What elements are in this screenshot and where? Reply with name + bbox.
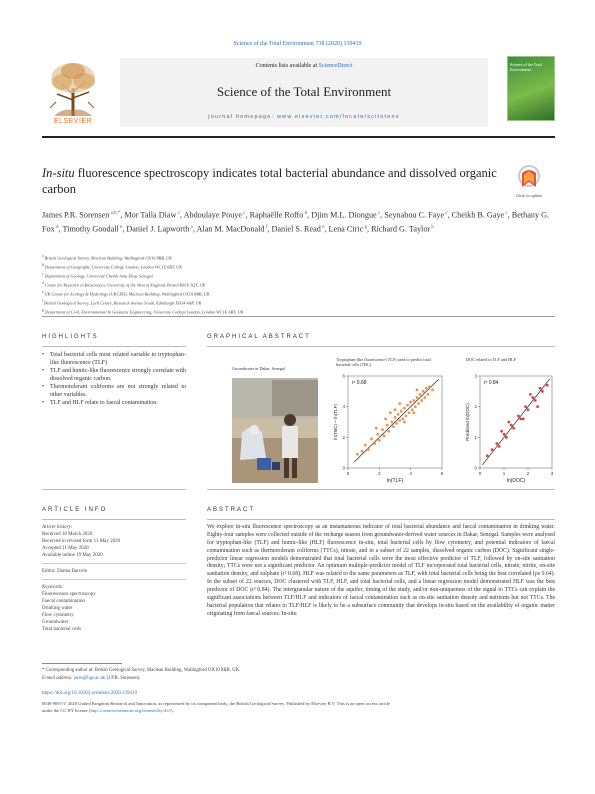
y-tick-label: 0 bbox=[474, 465, 477, 471]
y-tick-label: 2 bbox=[342, 434, 345, 440]
y-tick-label: 1 bbox=[474, 434, 477, 440]
abstract-heading: ABSTRACT bbox=[207, 507, 256, 513]
data-point bbox=[536, 405, 539, 408]
keyword: Total bacterial cells bbox=[42, 627, 82, 632]
graphical-abstract-bottom-rule bbox=[207, 489, 555, 490]
license-suffix: ). bbox=[170, 708, 174, 714]
keyword: Faecal contamination bbox=[42, 599, 85, 604]
article-info-rule bbox=[42, 519, 186, 520]
author-name[interactable]: Abdoulaye Pouye bbox=[183, 210, 243, 220]
data-point bbox=[517, 414, 520, 417]
author-affiliation-marker[interactable]: d bbox=[54, 225, 59, 231]
author-name[interactable]: James P.R. Sorensen bbox=[42, 210, 110, 220]
author-name[interactable]: Lena Ciric bbox=[328, 225, 364, 235]
highlight-item: • Total bacterial cells most related variable to tryptophan-like fluorescence (TLF) bbox=[42, 352, 186, 368]
abstract-text: We explore in-situ fluorescence spectroscopy as an instantaneous indicator of total bacterial abundance and faecal contamination in drinking water. Eighty-four samples were collected outside of the recharge season from groundwater-derived water sources in Dakar, Senegal. Samples were analysed for tryptophan-like (TLF) and humic-like (HLF) fluorescence in-situ, total bacterial cells by flow cytometry, and potential indicators of faecal contamination such as thermotolerant coliforms (TTCs), nitrate, and in a subset of 22 samples, dissolved organic carbon (DOC). Significant single-predictor linear regression models demonstrated that total bacterial cells were the most effective predictor of TLF, followed by on-site sanitation density; TTCs were not a significant predictor. An optimum multiple-predictor model of TLF incorporated total bacterial cells, nitrate, nitrite, on-site sanitation density, and sulphate (r² 0.68). HLF was related to the same parameters as TLF, with total bacterial cells being the best correlated (ρs 0.64). In the subset of 22 sources, DOC clustered with TLF, HLF, and total bacterial cells, and a linear regression model demonstrated HLF was the best predictor of DOC (r² 0.84). The intergranular nature of the aquifer, timing of the study, and/or non-uniqueness of the signal to TTCs can explain the significant associations between TLF/HLF and indicators of faecal contamination such as on-site sanitation density and nutrients but not TTCs. The bacterial population that relates to TLF/HLF is likely to be a subsurface community that develops in-situ based on the availability of organic matter originating from faecal sources. In-situ bbox=[207, 524, 555, 617]
author-name[interactable]: Timothy Goodall bbox=[62, 225, 119, 235]
affiliation-text: Department of Geography, University College London, London WC1E 6BT, UK bbox=[44, 264, 183, 270]
footnotes bbox=[42, 667, 442, 682]
data-point bbox=[495, 442, 498, 445]
homepage-label: journal homepage: bbox=[208, 114, 277, 120]
affiliation-text: Department of Geology, Université Cheikh Anta Diop, Senegal bbox=[44, 273, 153, 279]
license-prefix: under the CC BY license ( bbox=[42, 708, 91, 714]
data-point bbox=[519, 418, 522, 421]
tlf-tbc-scatter-chart bbox=[330, 374, 448, 486]
history-item: Received 18 March 2020 bbox=[42, 532, 93, 537]
x-tick-label: 0 bbox=[478, 471, 482, 476]
data-point bbox=[390, 421, 393, 424]
data-point bbox=[412, 411, 415, 414]
keywords-label: Keywords: bbox=[42, 585, 64, 590]
data-point bbox=[414, 405, 417, 408]
data-point bbox=[500, 430, 503, 433]
author-affiliation-marker[interactable]: a bbox=[189, 225, 193, 231]
data-point bbox=[428, 385, 431, 388]
x-tick-label: 3 bbox=[550, 471, 554, 476]
author-affiliation-marker[interactable]: c bbox=[504, 211, 508, 216]
footnote-rule bbox=[42, 663, 122, 664]
photo-caption: Groundwater in Dakar, Senegal bbox=[232, 366, 285, 371]
data-point bbox=[405, 414, 408, 417]
history-label: Article history: bbox=[42, 525, 73, 530]
affiliation-text: UK Centre for Ecology & Hydrology (UKCEH), Maclean Building, Wallingford OX10 8BB, UK bbox=[44, 291, 210, 297]
y-tick-label: 6 bbox=[342, 374, 345, 379]
affiliation bbox=[42, 262, 557, 271]
license-line-1: 0048-9697/© 2020 United Kingdom Research and Innovation, as represented by its component body, the British Geological Survey. Published by Elsevier B.V. This is an open access article bbox=[42, 701, 391, 706]
x-axis-label: ln(TLF) bbox=[386, 478, 404, 484]
data-point bbox=[524, 405, 527, 408]
data-point bbox=[398, 419, 401, 422]
data-point bbox=[411, 408, 414, 411]
keyword: Flow cytometry bbox=[42, 613, 74, 618]
affiliation bbox=[42, 289, 557, 298]
chart2-title: DOC related to TLF and HLF bbox=[466, 357, 517, 362]
author-name[interactable]: Richard G. Taylor bbox=[371, 225, 431, 235]
affiliation-marker: g bbox=[42, 308, 45, 313]
author-list: James P.R. Sorensen $^{a,b,*}$, Mor Talla Diaw $^c$, Abdoulaye Pouye $^c$, Raphaëlle Roffo $^b$, Djim M.L. Diongue $^c$, Seynabou C. Faye $^c$, Cheikh B. Gaye $^c$, Bethany G. Fox $^d$, Timothy Goodall $^e$, Daniel J. Lapworth $^a$, Alan M. MacDonald $^f$, Daniel S. Read $^e$, Lena Ciric $^g$, Richard G. Taylor $^b$ bbox=[42, 210, 550, 235]
data-point bbox=[498, 445, 501, 448]
author-affiliation-marker[interactable]: b bbox=[303, 211, 308, 216]
contents-line bbox=[120, 63, 488, 69]
data-point bbox=[356, 453, 359, 456]
history-item: Received in revised form 11 May 2020 bbox=[42, 539, 121, 544]
affiliation-text: British Geological Survey, Lyell Centre, Research Avenue South, Edinburgh EH14 4AP, UK bbox=[44, 300, 202, 306]
cover-title: Science of the Total Environment bbox=[510, 62, 542, 72]
data-point bbox=[398, 402, 401, 405]
history-item: Accepted 11 May 2020 bbox=[42, 546, 89, 551]
email-line bbox=[42, 675, 442, 683]
doi-link[interactable]: https://doi.org/10.1016/j.scitotenv.2020.139419 bbox=[42, 691, 137, 696]
data-point bbox=[527, 408, 530, 411]
author-name[interactable]: Raphaëlle Roffo bbox=[249, 210, 304, 220]
keyword: Fluorescence spectroscopy bbox=[42, 592, 96, 597]
data-point bbox=[401, 418, 404, 421]
check-for-updates-label: Check for updates bbox=[515, 194, 543, 198]
data-point bbox=[375, 427, 378, 430]
license-line-2 bbox=[42, 707, 557, 714]
data-point bbox=[389, 411, 392, 414]
corresponding-author-note: * Corresponding author at: British Geological Survey, Maclean Building, Wallingford OX10 8BB, UK. bbox=[42, 668, 241, 673]
data-point bbox=[387, 430, 390, 433]
data-point bbox=[378, 439, 381, 442]
journal-reference-link[interactable]: Science of the Total Environment 738 (2020) 139419 bbox=[233, 41, 362, 47]
author-name[interactable]: Mor Talla Diaw bbox=[124, 210, 177, 220]
affiliation bbox=[42, 253, 557, 262]
email-label: E-mail address: bbox=[42, 675, 73, 681]
data-point bbox=[384, 418, 387, 421]
contents-text: Contents lists available at bbox=[255, 63, 319, 69]
data-point bbox=[534, 399, 537, 402]
journal-title: Science of the Total Environment bbox=[216, 84, 392, 99]
author-affiliation-marker[interactable]: g bbox=[363, 225, 367, 231]
data-point bbox=[397, 413, 400, 416]
author-affiliation-marker[interactable]: b bbox=[430, 225, 434, 231]
data-point bbox=[403, 421, 406, 424]
affiliation-marker: a bbox=[42, 254, 45, 258]
data-point bbox=[394, 416, 397, 419]
doc-scatter-chart bbox=[462, 374, 558, 486]
graphical-abstract-heading: GRAPHICAL ABSTRACT bbox=[207, 334, 311, 340]
data-point bbox=[531, 396, 534, 399]
x-tick-label: 2 bbox=[378, 471, 381, 476]
data-point bbox=[422, 390, 425, 393]
title-rest: fluorescence spectroscopy indicates total bacterial abundance and dissolved organic carbon bbox=[42, 166, 497, 196]
data-point bbox=[425, 387, 428, 390]
article-info-divider bbox=[42, 563, 186, 564]
affiliation-list bbox=[42, 253, 557, 316]
y-tick-label: 2 bbox=[474, 404, 477, 410]
y-tick-label: 3 bbox=[474, 374, 477, 379]
data-point bbox=[386, 424, 389, 427]
affiliation bbox=[42, 298, 557, 307]
data-point bbox=[361, 450, 364, 453]
author-name[interactable]: Daniel S. Read bbox=[271, 225, 321, 235]
title-italic: In-situ bbox=[42, 166, 75, 180]
data-point bbox=[373, 442, 376, 445]
data-point bbox=[505, 436, 508, 439]
data-point bbox=[431, 388, 434, 391]
affiliation-marker: e bbox=[42, 290, 45, 295]
highlights-list bbox=[42, 352, 186, 409]
highlight-item: • TLF and HLF relate to faecal contamination. bbox=[42, 400, 186, 408]
data-point bbox=[491, 448, 494, 451]
data-point bbox=[383, 434, 386, 437]
license-link[interactable]: http://creativecommons.org/licenses/by/4.0/ bbox=[90, 708, 171, 714]
data-point bbox=[412, 399, 415, 402]
author-affiliation-marker[interactable]: c bbox=[176, 211, 180, 216]
data-point bbox=[427, 393, 430, 396]
x-tick-label: 6 bbox=[440, 471, 444, 476]
homepage-link[interactable]: www.elsevier.com/locate/scitotenv bbox=[276, 114, 400, 120]
author-affiliation-marker[interactable]: e bbox=[320, 225, 325, 231]
x-tick-label: 0 bbox=[346, 471, 350, 476]
affiliation-text: Department of Civil, Environmental & Geomatic Engineering, University College London, London WC1E 6BT, UK bbox=[44, 309, 244, 315]
author-affiliation-marker[interactable]: c bbox=[376, 211, 381, 216]
data-point bbox=[522, 418, 525, 421]
author-name[interactable]: Cheikh B. Gaye bbox=[451, 210, 505, 220]
data-point bbox=[486, 454, 489, 457]
x-axis-label: ln(DOC) bbox=[506, 478, 526, 484]
data-point bbox=[416, 396, 419, 399]
data-point bbox=[408, 411, 411, 414]
data-point bbox=[409, 401, 412, 404]
data-point bbox=[392, 425, 395, 428]
graphical-abstract-rule bbox=[207, 346, 555, 347]
y-axis-label: Predicted ln(DOC) bbox=[465, 403, 470, 441]
r-squared-annotation: r² 0.84 bbox=[484, 380, 499, 386]
affiliation-marker: f bbox=[42, 299, 45, 304]
affiliation-marker: c bbox=[42, 272, 45, 277]
article-info-divider bbox=[42, 579, 186, 580]
data-point bbox=[370, 437, 373, 440]
author-affiliation-marker[interactable]: a,b,* bbox=[109, 211, 121, 216]
data-point bbox=[529, 393, 532, 396]
affiliation-marker: b bbox=[42, 263, 45, 268]
y-axis-label: ln(TBC) ~ ln(TLF) bbox=[333, 404, 338, 440]
author-affiliation-marker[interactable]: e bbox=[118, 225, 123, 231]
affiliation-text: British Geological Survey, Maclean Building, Wallingford OX10 8BB, UK bbox=[44, 255, 173, 261]
check-for-updates-icon[interactable] bbox=[518, 165, 540, 195]
y-tick-label: 4 bbox=[342, 404, 345, 410]
header-rule bbox=[42, 136, 555, 138]
data-point bbox=[507, 421, 510, 424]
data-point bbox=[419, 393, 422, 396]
data-point bbox=[394, 408, 397, 411]
license-text bbox=[42, 700, 557, 715]
data-point bbox=[420, 399, 423, 402]
affiliation-text: Centre for Research in Biosciences, University of the West of England, Bristol BS16 1QY, UK bbox=[44, 282, 206, 288]
keyword: Groundwater bbox=[42, 620, 69, 625]
x-tick-label: 4 bbox=[409, 471, 412, 476]
affiliation bbox=[42, 307, 557, 316]
author-name[interactable]: Djim M.L. Diongue bbox=[311, 210, 377, 220]
highlight-item: • TLF and humic-like fluorescence strongly correlate with dissolved organic carbon. bbox=[42, 368, 186, 384]
data-point bbox=[367, 448, 370, 451]
elsevier-wordmark: ELSEVIER bbox=[53, 118, 93, 125]
highlights-bottom-rule bbox=[42, 489, 186, 490]
article-title bbox=[42, 165, 502, 197]
history-item: Available online 19 May 2020 bbox=[42, 553, 103, 558]
affiliation bbox=[42, 271, 557, 280]
data-point bbox=[510, 424, 513, 427]
abstract-rule bbox=[207, 519, 555, 520]
y-tick-label: 0 bbox=[342, 465, 345, 471]
x-tick-label: 2 bbox=[526, 471, 530, 476]
data-point bbox=[364, 444, 367, 447]
field-sampling-photo[interactable] bbox=[232, 378, 318, 483]
author-affiliation-marker[interactable]: c bbox=[242, 211, 246, 216]
data-point bbox=[541, 390, 544, 393]
email-link[interactable]: jares@bgs.ac.uk bbox=[73, 675, 106, 681]
affiliation bbox=[42, 280, 557, 289]
data-point bbox=[400, 410, 403, 413]
data-point bbox=[423, 396, 426, 399]
r-squared-annotation: r² 0.68 bbox=[352, 380, 367, 386]
editor-line: Editor: Damia Barcelo bbox=[42, 569, 88, 574]
author-name[interactable]: Seynabou C. Faye bbox=[384, 210, 445, 220]
data-point bbox=[546, 384, 549, 387]
keyword: Drinking water bbox=[42, 606, 73, 611]
author-affiliation-marker[interactable]: c bbox=[444, 211, 448, 216]
data-point bbox=[381, 428, 384, 431]
article-info-heading: ARTICLE INFO bbox=[42, 507, 108, 513]
journal-homepage-line bbox=[120, 114, 488, 120]
email-name: (J.P.R. Sorensen). bbox=[106, 675, 141, 681]
data-point bbox=[376, 433, 379, 436]
section-rule bbox=[42, 316, 555, 317]
data-point bbox=[403, 407, 406, 410]
author-affiliation-marker[interactable]: f bbox=[264, 225, 268, 231]
data-point bbox=[539, 387, 542, 390]
author-name[interactable]: Alan M. MacDonald bbox=[196, 225, 265, 235]
chart1-title: Tryptophan-like fluorescence (TLF) used to predict total bacterial cells (TBC) bbox=[336, 357, 431, 367]
data-point bbox=[416, 388, 419, 391]
data-point bbox=[512, 427, 515, 430]
data-point bbox=[406, 404, 409, 407]
affiliation-marker: d bbox=[42, 281, 45, 286]
elsevier-tree-logo[interactable] bbox=[42, 58, 104, 120]
data-point bbox=[417, 402, 420, 405]
sciencedirect-link[interactable]: ScienceDirect bbox=[318, 63, 353, 69]
author-name[interactable]: Daniel J. Lapworth bbox=[126, 225, 190, 235]
highlights-heading: HIGHLIGHTS bbox=[42, 334, 99, 340]
data-point bbox=[395, 422, 398, 425]
article-info-panel bbox=[42, 524, 186, 633]
author-name[interactable]: Bethany G. Fox bbox=[42, 210, 550, 235]
highlights-rule bbox=[42, 346, 186, 347]
data-point bbox=[503, 433, 506, 436]
highlight-item: • Thermotolerant coliforms are not strongly related to other variables. bbox=[42, 384, 186, 400]
x-tick-label: 1 bbox=[502, 471, 506, 476]
